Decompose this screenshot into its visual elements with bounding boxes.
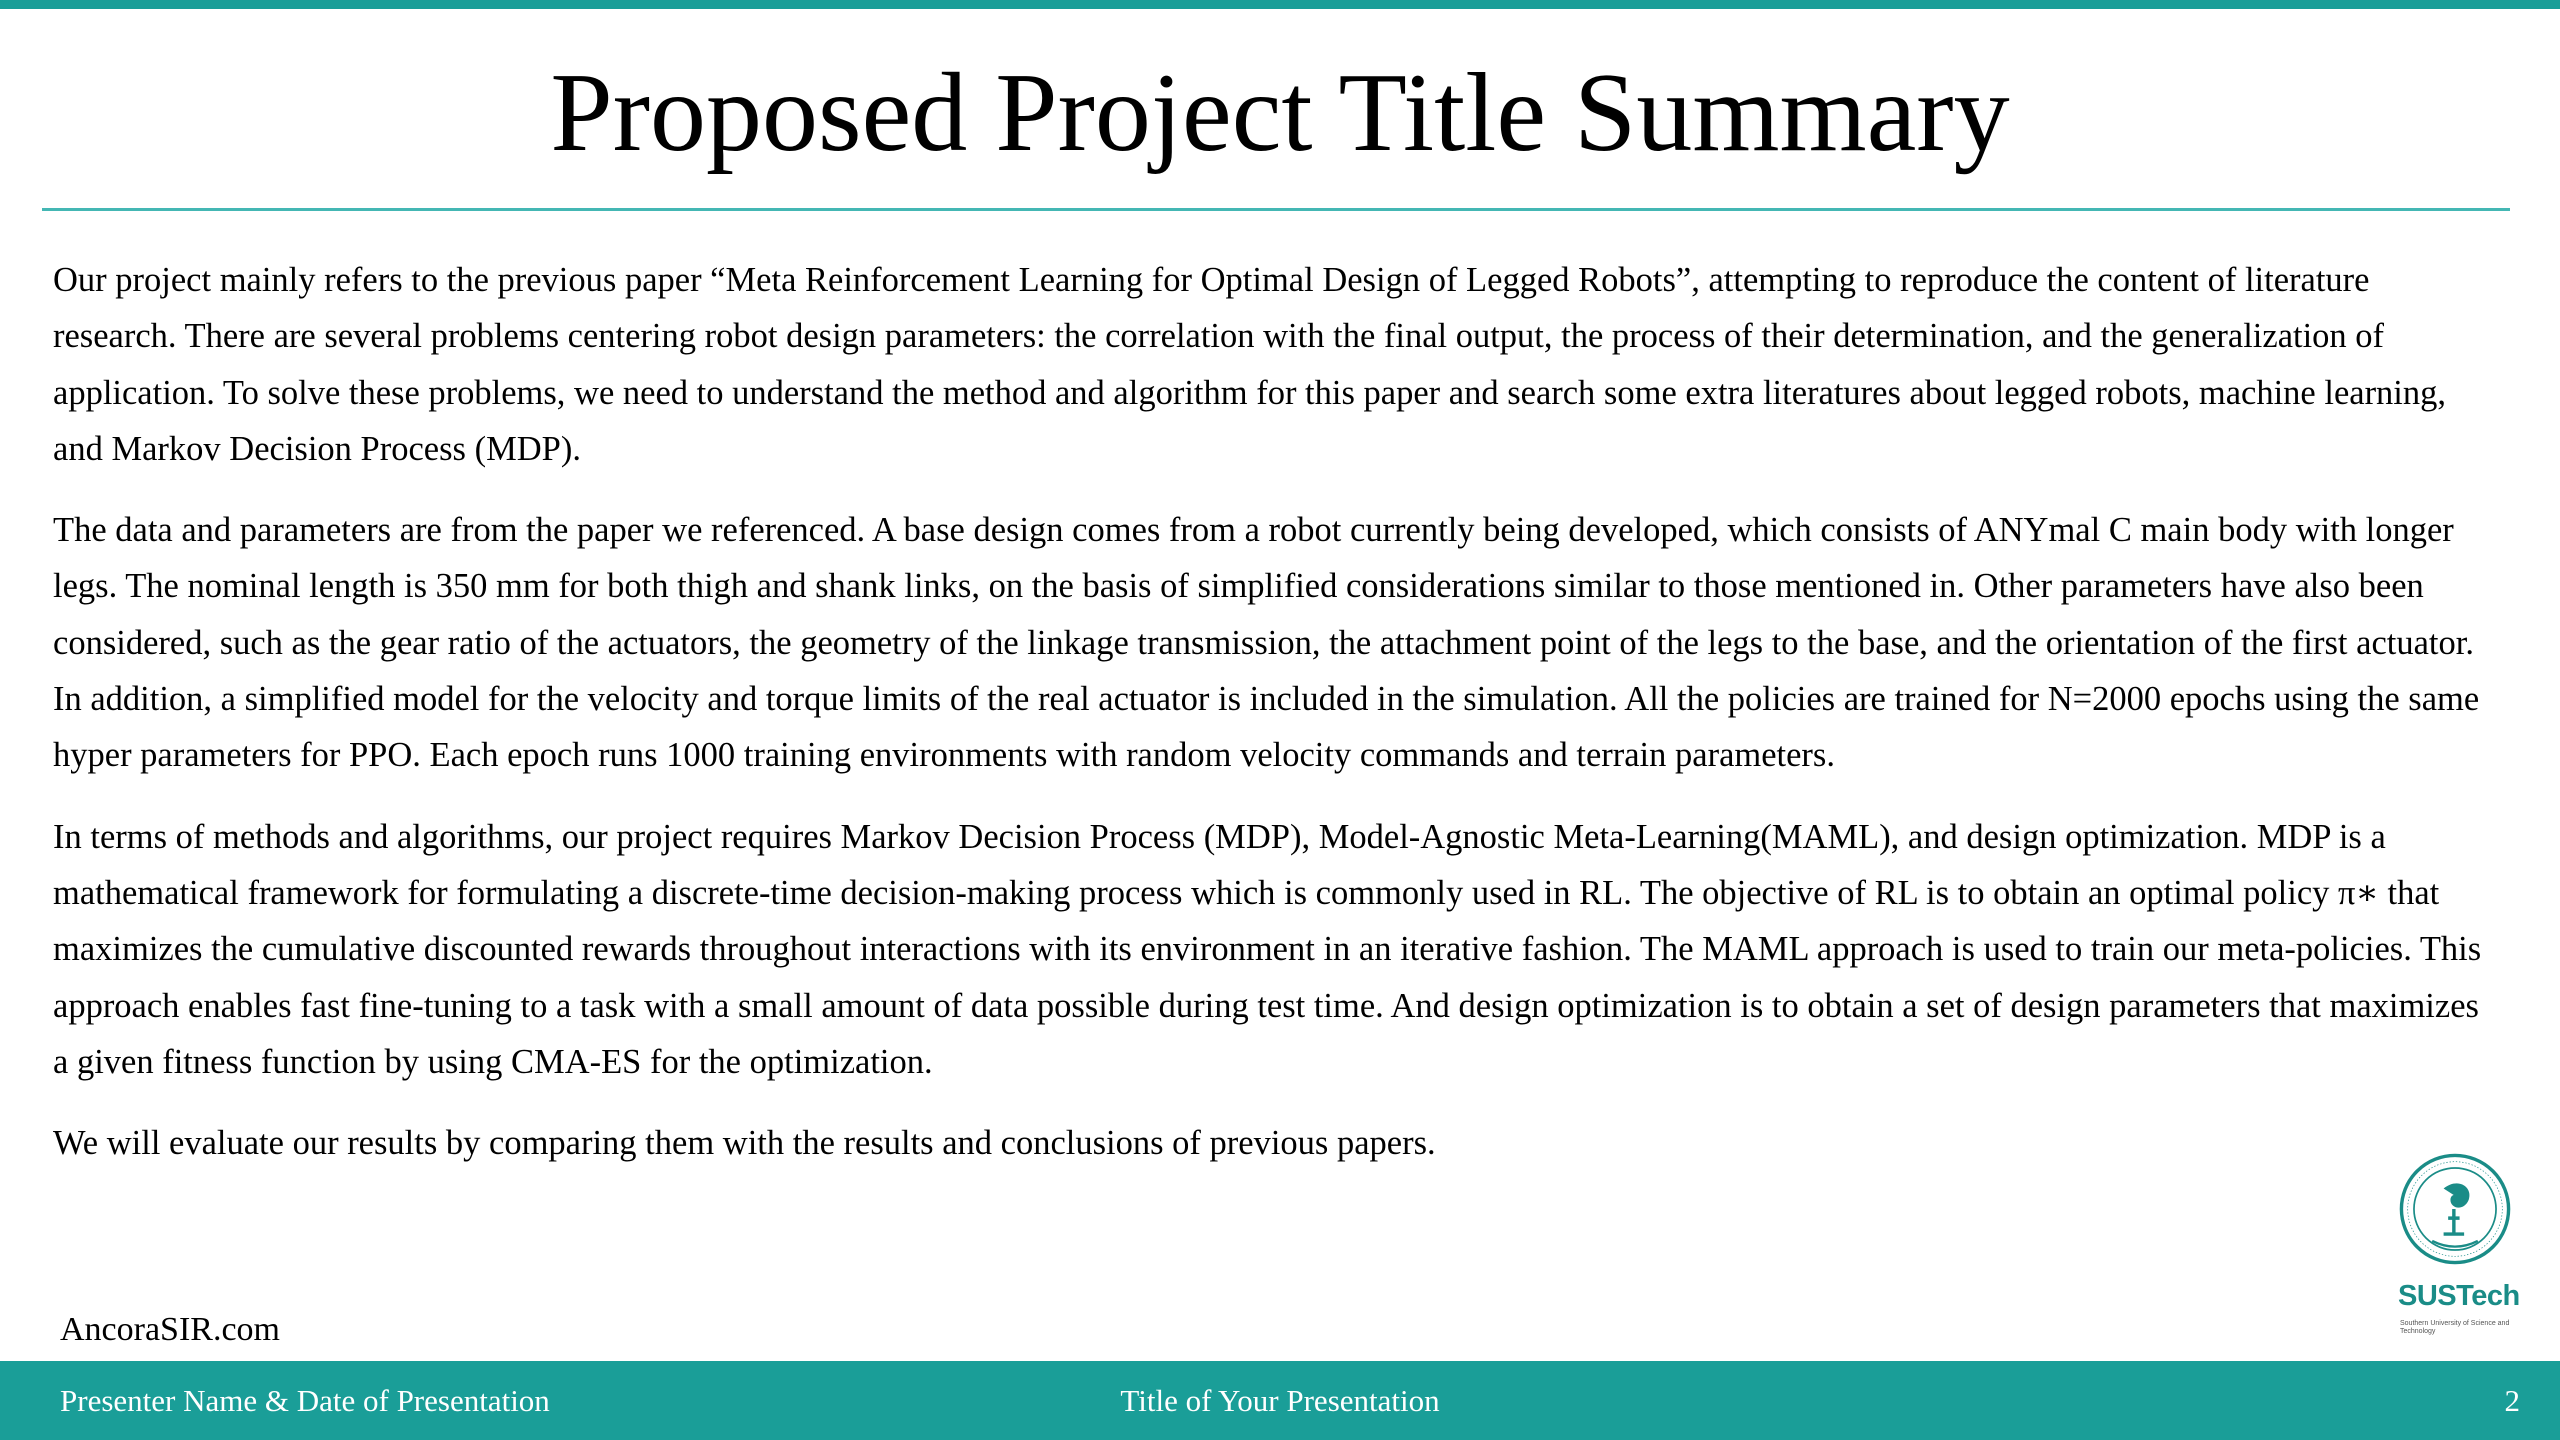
footer-bar [0, 1361, 2560, 1440]
footer-presenter: Presenter Name & Date of Presentation [60, 1383, 550, 1418]
slide-body [53, 252, 2493, 1196]
logo-subtitle: Southern University of Science and Technology [2400, 1320, 2510, 1335]
footer-presentation-title: Title of Your Presentation [1120, 1383, 1440, 1418]
top-accent-bar [0, 0, 2560, 9]
paragraph-evaluation: We will evaluate our results by comparing them with the results and conclusions of previous papers. [53, 1124, 1436, 1163]
slide-title: Proposed Project Title Summary [550, 51, 2010, 175]
paragraph-methods: In terms of methods and algorithms, our project requires Markov Decision Process (MDP), Model-Agnostic Meta-Learning(MAML), and design optimization. MDP is a mathematical framework for formulating a discrete-time decision-making process which is commonly used in RL. The objective of RL is to obtain an optimal policy π∗ that maximizes the cumulative discounted rewards throughout interactions with its environment in an iterative fashion. The MAML approach is used to train our meta-policies. This approach enables fast fine-tuning to a task with a small amount of data possible during test time. And design optimization is to obtain a set of design parameters that maximizes a given fitness function by using CMA-ES for the optimization. [53, 817, 2482, 1081]
site-watermark: AncoraSIR.com [60, 1311, 281, 1348]
paragraph-data-parameters: The data and parameters are from the paper we referenced. A base design comes from a robot currently being developed, which consists of ANYmal C main body with longer legs. The nominal length is 350 mm for both thigh and shank links, on the basis of simplified considerations similar to those mentioned in. Other parameters have also been considered, such as the gear ratio of the actuators, the geometry of the linkage transmission, the attachment point of the legs to the base, and the orientation of the first actuator. In addition, a simplified model for the velocity and torque limits of the real actuator is included in the simulation. All the policies are trained for N=2000 epochs using the same hyper parameters for PPO. Each epoch runs 1000 training environments with random velocity commands and terrain parameters. [53, 511, 2480, 775]
logo-wordmark: SUSTech [2398, 1280, 2520, 1312]
sustech-logo [2396, 1152, 2520, 1348]
paragraph-background: Our project mainly refers to the previous paper “Meta Reinforcement Learning for Optimal Design of Legged Robots”, attempting to reproduce the content of literature research. There are several problems centering robot design parameters: the correlation with the final output, the process of their determination, and the generalization of application. To solve these problems, we need to understand the method and algorithm for this paper and search some extra literatures about legged robots, machine learning, and Markov Decision Process (MDP). [53, 261, 2447, 468]
university-seal-icon [2398, 1152, 2512, 1266]
page-number: 2 [2504, 1383, 2520, 1418]
title-divider [42, 208, 2510, 211]
